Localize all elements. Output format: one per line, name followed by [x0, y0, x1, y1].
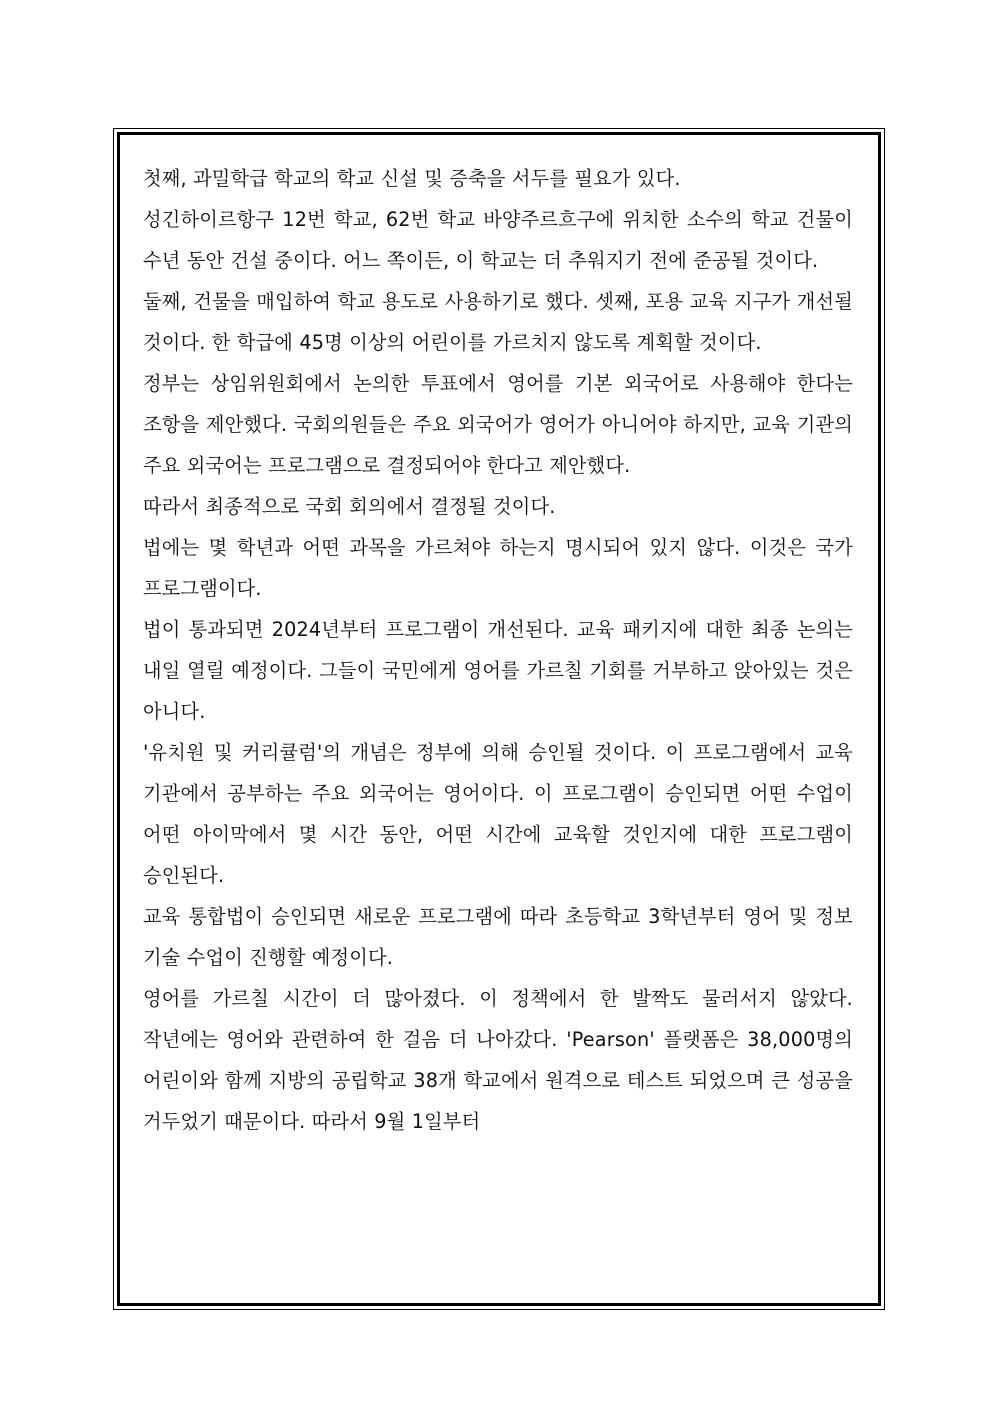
paragraph-7: 법이 통과되면 2024년부터 프로그램이 개선된다. 교육 패키지에 대한 최종 논의는 내일 열릴 예정이다. 그들이 국민에게 영어를 가르칠 기회를 거부하고 앉아있는 것은 아니다.	[143, 618, 853, 723]
paragraph-10: 영어를 가르칠 시간이 더 많아졌다. 이 정책에서 한 발짝도 물러서지 않았다. 작년에는 영어와 관련하여 한 걸음 더 나아갔다. 'Pearson' 플랫폼은 38,000명의 어린이와 함께 지방의 공립학교 38개 학교에서 원격으로 테스트 되었으며 큰 성공을 거두었기 때문이다. 따라서 9월 1일부터	[143, 987, 853, 1133]
paragraph-9: 교육 통합법이 승인되면 새로운 프로그램에 따라 초등학교 3학년부터 영어 및 정보 기술 수업이 진행할 예정이다.	[143, 905, 853, 969]
paragraph-8: '유치원 및 커리큘럼'의 개념은 정부에 의해 승인될 것이다. 이 프로그램에서 교육 기관에서 공부하는 주요 외국어는 영어이다. 이 프로그램이 승인되면 어떤 수업이 어떤 아이막에서 몇 시간 동안, 어떤 시간에 교육할 것인지에 대한 프로그램이 승인된다.	[143, 741, 853, 887]
paragraph-6: 법에는 몇 학년과 어떤 과목을 가르쳐야 하는지 명시되어 있지 않다. 이것은 국가 프로그램이다.	[143, 536, 853, 600]
paragraph-5: 따라서 최종적으로 국회 회의에서 결정될 것이다.	[143, 495, 556, 518]
paragraph-2: 성긴하이르항구 12번 학교, 62번 학교 바양주르흐구에 위치한 소수의 학교 건물이 수년 동안 건설 중이다. 어느 쪽이든, 이 학교는 더 추워지기 전에 준공될 것이다.	[143, 208, 853, 272]
paragraph-3: 둘째, 건물을 매입하여 학교 용도로 사용하기로 했다. 셋째, 포용 교육 지구가 개선될 것이다. 한 학급에 45명 이상의 어린이를 가르치지 않도록 계획할 것이다.	[143, 290, 853, 354]
paragraph-4: 정부는 상임위원회에서 논의한 투표에서 영어를 기본 외국어로 사용해야 한다는 조항을 제안했다. 국회의원들은 주요 외국어가 영어가 아니어야 하지만, 교육 기관의 주요 외국어는 프로그램으로 결정되어야 한다고 제안했다.	[143, 372, 853, 477]
document-body	[143, 158, 853, 1142]
paragraph-1: 첫째, 과밀학급 학교의 학교 신설 및 증축을 서두를 필요가 있다.	[143, 167, 681, 190]
